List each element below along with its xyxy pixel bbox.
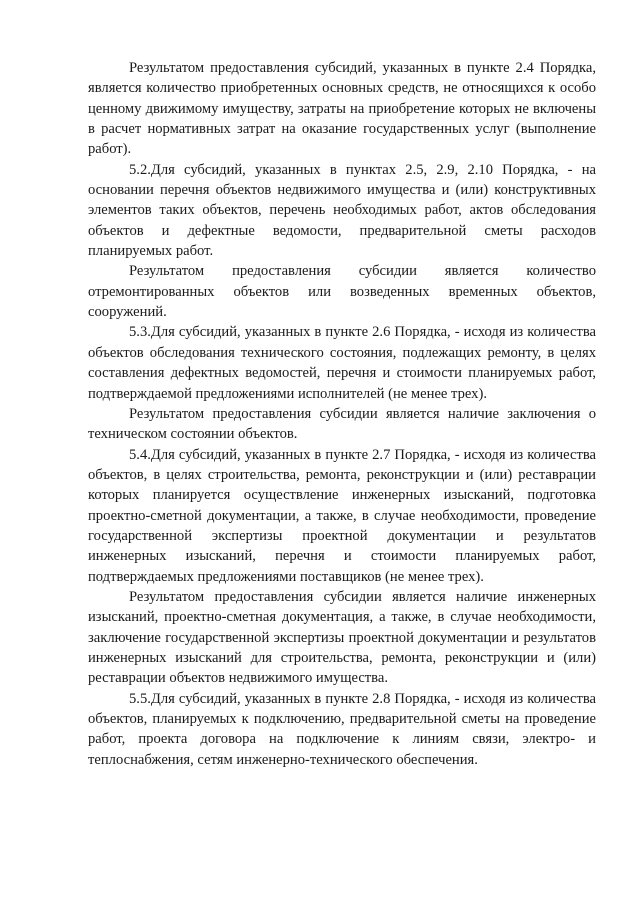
paragraph-result-5-2: Результатом предоставления субсидии является количество отремонтированных объектов или возведенных временных объектов, сооружений. (88, 263, 596, 321)
paragraph-5-4: 5.4.Для субсидий, указанных в пункте 2.7 Порядка, - исходя из количества объектов, в целях строительства, ремонта, реконструкции и (или) реставрации которых планируется осуществление инженерных изысканий, подготовка проектно-сметной документации, а также, в случае необходимости, проведение государственной экспертизы проектной документации и результатов инженерных изысканий, перечня и стоимости планируемых работ, подтверждаемых предложениями поставщиков (не менее трех). (88, 446, 596, 585)
document-page (88, 58, 596, 770)
paragraph-5-2: 5.2.Для субсидий, указанных в пунктах 2.5, 2.9, 2.10 Порядка, - на основании перечня объектов недвижимого имущества и (или) конструктивных элементов таких объектов, перечень необходимых работ, актов обследования объектов и дефектные ведомости, предварительной сметы расходов планируемых работ. (88, 161, 596, 260)
paragraph-result-5-3: Результатом предоставления субсидии является наличие заключения о техническом состоянии объектов. (88, 405, 596, 443)
paragraph-5-3: 5.3.Для субсидий, указанных в пункте 2.6 Порядка, - исходя из количества объектов обследования технического состояния, подлежащих ремонту, в целях составления дефектных ведомостей, перечня и стоимости планируемых работ, подтверждаемой предложениями исполнителей (не менее трех). (88, 324, 596, 402)
paragraph-5-5: 5.5.Для субсидий, указанных в пункте 2.8 Порядка, - исходя из количества объектов, планируемых к подключению, предварительной сметы на проведение работ, проекта договора на подключение к линиям связи, электро- и теплоснабжения, сетям инженерно-технического обеспечения. (88, 690, 596, 768)
paragraph-result-5-4: Результатом предоставления субсидии является наличие инженерных изысканий, проектно-сметная документация, а также, в случае необходимости, заключение государственной экспертизы проектной документации и результатов инженерных изысканий для строительства, ремонта, реконструкции и (или) реставрации объектов недвижимого имущества. (88, 588, 596, 687)
paragraph-result-2-4: Результатом предоставления субсидий, указанных в пункте 2.4 Порядка, является количество приобретенных основных средств, не относящихся к особо ценному движимому имуществу, затраты на приобретение которых не включены в расчет нормативных затрат на оказание государственных услуг (выполнение работ). (88, 60, 596, 158)
